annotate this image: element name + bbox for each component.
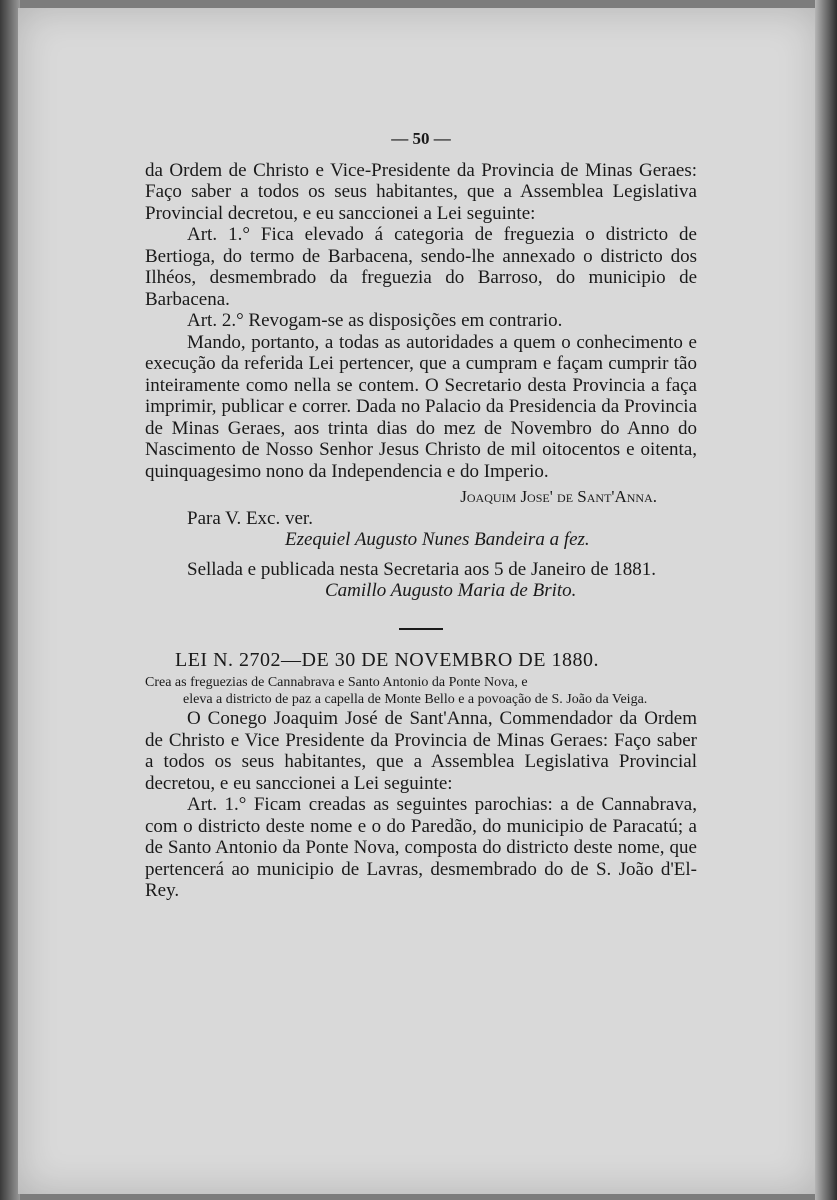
law-summary-rest: eleva a districto de paz a capella de Monte Bello e a povoação de S. João da Veiga. bbox=[183, 692, 648, 707]
signature-joaquim: Joaquim Jose' de Sant'Anna. bbox=[460, 487, 657, 506]
section-divider bbox=[399, 628, 443, 630]
article-1-law-2702: Art. 1.° Ficam creadas as seguintes parochias: a de Cannabrava, com o districto deste nome e o do Paredão, do municipio de Paracatú; a de Santo Antonio da Ponte Nova, composta do districto deste nome, que pertencerá ao municipio de Lavras, desmembrado do de S. João d'El-Rey. bbox=[145, 794, 697, 901]
article-1: Art. 1.° Fica elevado á categoria de freguezia o districto de Bertioga, do termo de Barbacena, sendo-lhe annexado o districto dos Ilhéos, desmembrado da freguezia do Barroso, do municipio de Barbacena. bbox=[145, 224, 697, 310]
law-summary-first: Crea as freguezias de Cannabrava e Santo Antonio da Ponte Nova, e bbox=[145, 675, 528, 690]
ezequiel-line: Ezequiel Augusto Nunes Bandeira a fez. bbox=[285, 529, 590, 550]
camillo-signature: Camillo Augusto Maria de Brito. bbox=[325, 580, 577, 601]
article-2: Art. 2.° Revogam-se as disposições em contrario. bbox=[187, 310, 563, 331]
para-ver-line: Para V. Exc. ver. bbox=[187, 507, 313, 529]
paragraph-conego: O Conego Joaquim José de Sant'Anna, Commendador da Ordem de Christo e Vice Presidente da Provincia de Minas Geraes: Faço saber a todos os seus habitantes, que a Assemblea Legislativa Provincial decretou, e eu sanccionei a Lei seguinte: bbox=[145, 708, 697, 794]
sellada-line: Sellada e publicada nesta Secretaria aos 5 de Janeiro de 1881. bbox=[187, 558, 657, 580]
page-left-edge bbox=[0, 0, 20, 1200]
law-summary bbox=[145, 674, 697, 708]
paragraph-intro: da Ordem de Christo e Vice-Presidente da Provincia de Minas Geraes: Faço saber a todos os seus habitantes, que a Assemblea Legislativa Provincial decretou, e eu sanccionei a Lei seguinte: bbox=[145, 159, 697, 224]
page-right-edge bbox=[815, 0, 837, 1200]
document-text bbox=[145, 128, 697, 902]
page-number: — 50 — bbox=[391, 129, 451, 148]
law-heading: LEI N. 2702—DE 30 DE NOVEMBRO DE 1880. bbox=[175, 648, 599, 671]
paragraph-mando: Mando, portanto, a todas as autoridades a quem o conhecimento e execução da referida Lei pertencer, que a cumpram e façam cumprir tão inteiramente como nella se contem. O Secretario desta Provincia a faça imprimir, publicar e correr. Dada no Palacio da Presidencia da Provincia de Minas Geraes, aos trinta dias do mez de Novembro do Anno do Nascimento de Nosso Senhor Jesus Christo de mil oitocentos e oitenta, quinquagesimo nono da Independencia e do Imperio. bbox=[145, 331, 697, 482]
